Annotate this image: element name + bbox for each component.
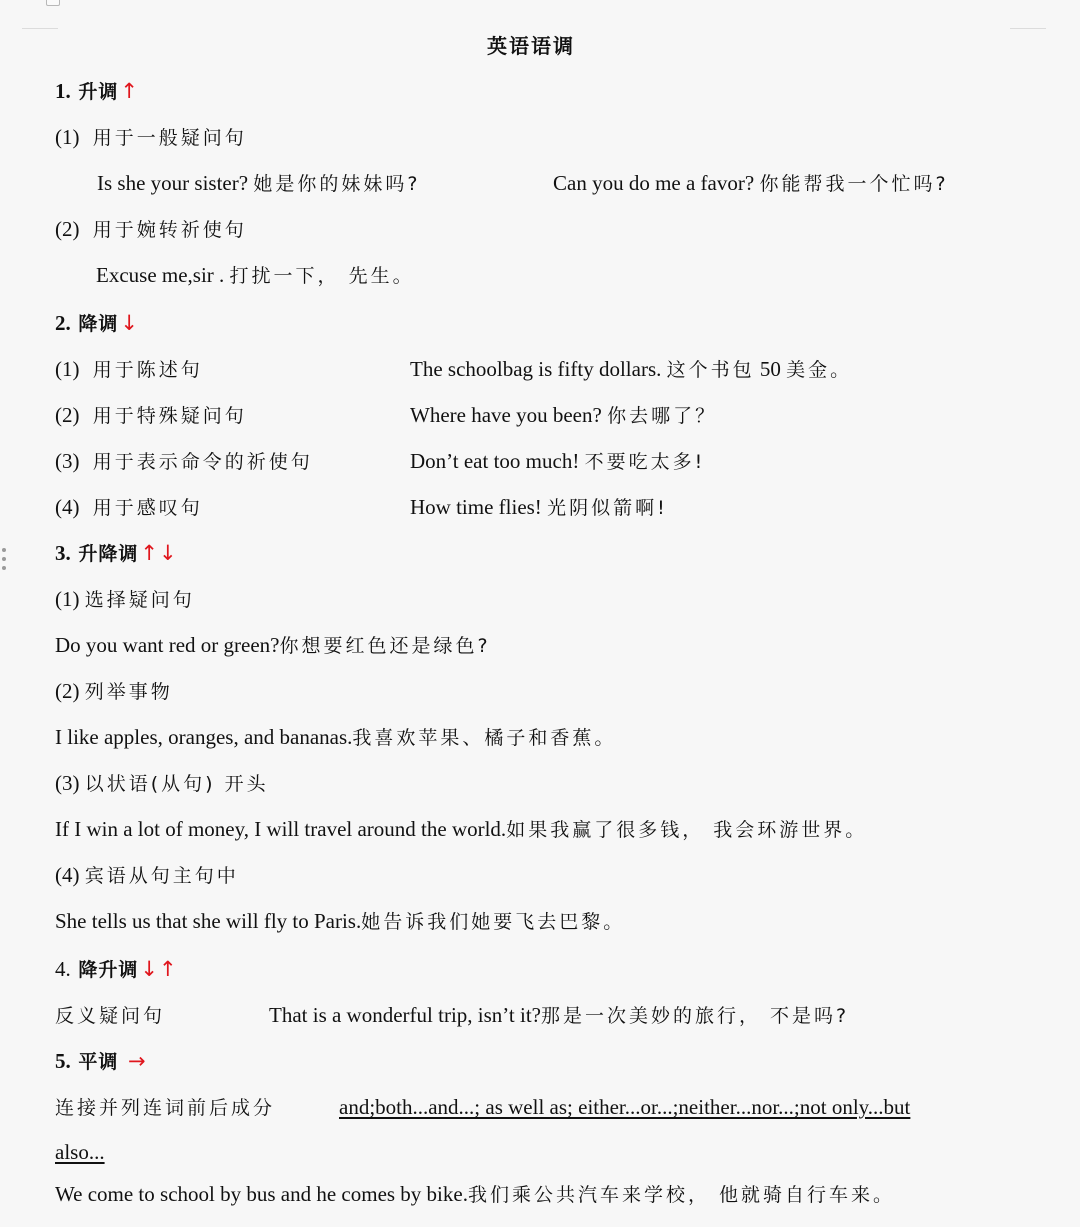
section-4-item [55,1001,165,1030]
example-english: We come to school by bus and he comes by bike. [55,1182,468,1206]
rising-arrow-icon: ↑ [120,79,139,103]
example-english: Excuse me,sir . [96,263,225,287]
example-chinese: 光阴似箭啊! [547,497,668,519]
item-label: 以状语(从句) 开头 [84,773,269,795]
section-3-example-1 [55,631,491,660]
section-4-heading [55,955,178,984]
example-english: If I win a lot of money, I will travel around the world. [55,817,507,841]
conjunctions-list-line-2 [55,1138,105,1166]
section-2-item-4 [55,493,203,522]
falling-arrow-icon: ↓ [120,311,139,335]
section-2-label: 降调 [78,313,119,335]
example-english: Where have you been? [410,403,602,427]
item-label: 选择疑问句 [84,589,195,611]
section-3-example-4 [55,907,625,936]
section-2-number: 2. [55,311,71,335]
section-1-item-2 [55,215,247,244]
section-1-item-1 [55,123,247,152]
section-3-example-3 [55,815,867,844]
example-chinese: 如果我赢了很多钱， 我会环游世界。 [506,819,868,841]
document-title: 英语语调 [487,34,575,58]
item-label: 用于婉转祈使句 [92,219,247,241]
item-label: 用于表示命令的祈使句 [92,451,313,473]
section-4-example [269,1001,849,1030]
item-number: (4) [55,863,80,887]
section-3-item-4 [55,861,239,890]
item-number: (1) [55,357,80,381]
section-3-label: 升降调 [78,543,139,565]
section-2-example-3 [410,447,705,476]
section-2-item-2 [55,401,247,430]
example-english: Can you do me a favor? [553,171,755,195]
section-2-heading [55,309,139,338]
item-number: (1) [55,587,80,611]
section-4-label: 降升调 [78,959,139,981]
example-chinese: 不要吃太多! [584,451,706,473]
item-number: (2) [55,217,80,241]
example-english: How time flies! [410,495,542,519]
section-1-example-2 [553,169,949,198]
example-chinese: 我喜欢苹果、橘子和香蕉。 [352,727,617,749]
item-label: 用于一般疑问句 [92,127,247,149]
conjunctions-text: and;both...and...; as well as; either...or...;neither...nor...;not only...but [339,1095,911,1119]
example-chinese-2: 美金。 [786,359,853,381]
section-5-number: 5. [55,1049,71,1073]
section-3-item-3 [55,769,269,798]
example-english: I like apples, oranges, and bananas. [55,725,353,749]
item-number: (1) [55,125,80,149]
level-arrow-icon: → [128,1049,147,1073]
fall-rise-arrow-icon: ↓↑ [140,957,178,981]
section-3-number: 3. [55,541,71,565]
item-label: 宾语从句主句中 [84,865,239,887]
example-english: The schoolbag is fifty dollars. [410,357,662,381]
rise-fall-arrow-icon: ↑↓ [140,541,178,565]
section-2-example-2 [410,401,717,430]
section-5-item [55,1093,275,1122]
example-chinese: 她是你的妹妹吗? [253,173,421,195]
item-number: (3) [55,449,80,473]
conjunctions-text: also... [55,1140,105,1164]
section-5-heading [55,1047,147,1076]
section-2-item-3 [55,447,313,476]
section-3-item-1 [55,585,195,614]
item-number: (3) [55,771,80,795]
example-chinese: 我们乘公共汽车来学校， 他就骑自行车来。 [467,1184,896,1206]
header-margin-rule-right [1010,28,1046,29]
example-chinese: 你想要红色还是绿色? [279,635,491,657]
example-chinese: 你去哪了？ [607,405,718,427]
item-number: (2) [55,679,80,703]
section-2-example-1 [410,355,852,384]
section-1-label: 升调 [78,81,119,103]
drag-handle-icon[interactable] [2,548,6,570]
item-label: 用于感叹句 [92,497,203,519]
example-english: That is a wonderful trip, isn’t it? [269,1003,541,1027]
example-chinese: 她告诉我们她要飞去巴黎。 [361,911,626,933]
section-1-heading [55,77,139,106]
item-label: 用于陈述句 [92,359,203,381]
example-chinese: 那是一次美妙的旅行， 不是吗? [540,1005,850,1027]
section-5-example [55,1180,895,1209]
example-english: Do you want red or green? [55,633,280,657]
example-english: Don’t eat too much! [410,449,580,473]
item-number: (2) [55,403,80,427]
header-margin-rule-left [22,28,58,29]
example-english: She tells us that she will fly to Paris. [55,909,362,933]
section-2-item-1 [55,355,203,384]
item-label: 用于特殊疑问句 [92,405,247,427]
section-3-example-2 [55,723,616,752]
section-4-number: 4. [55,957,71,981]
example-chinese: 打扰一下， 先生。 [229,265,415,287]
example-english: Is she your sister? [97,171,249,195]
example-number: 50 [754,357,787,381]
item-number: (4) [55,495,80,519]
item-label: 列举事物 [84,681,173,703]
example-chinese: 这个书包 [666,359,755,381]
section-1-example-1 [97,169,420,198]
section-3-heading [55,539,178,568]
conjunctions-list-line-1 [339,1093,910,1121]
section-2-example-4 [410,493,668,522]
section-1-number: 1. [55,79,71,103]
example-chinese: 你能帮我一个忙吗? [759,173,949,195]
section-5-label: 平调 [78,1051,119,1073]
section-3-item-2 [55,677,173,706]
item-label: 反义疑问句 [55,1005,166,1027]
page-corner-mark [46,0,60,6]
item-label: 连接并列连词前后成分 [55,1097,276,1119]
section-1-example-3 [96,261,415,290]
